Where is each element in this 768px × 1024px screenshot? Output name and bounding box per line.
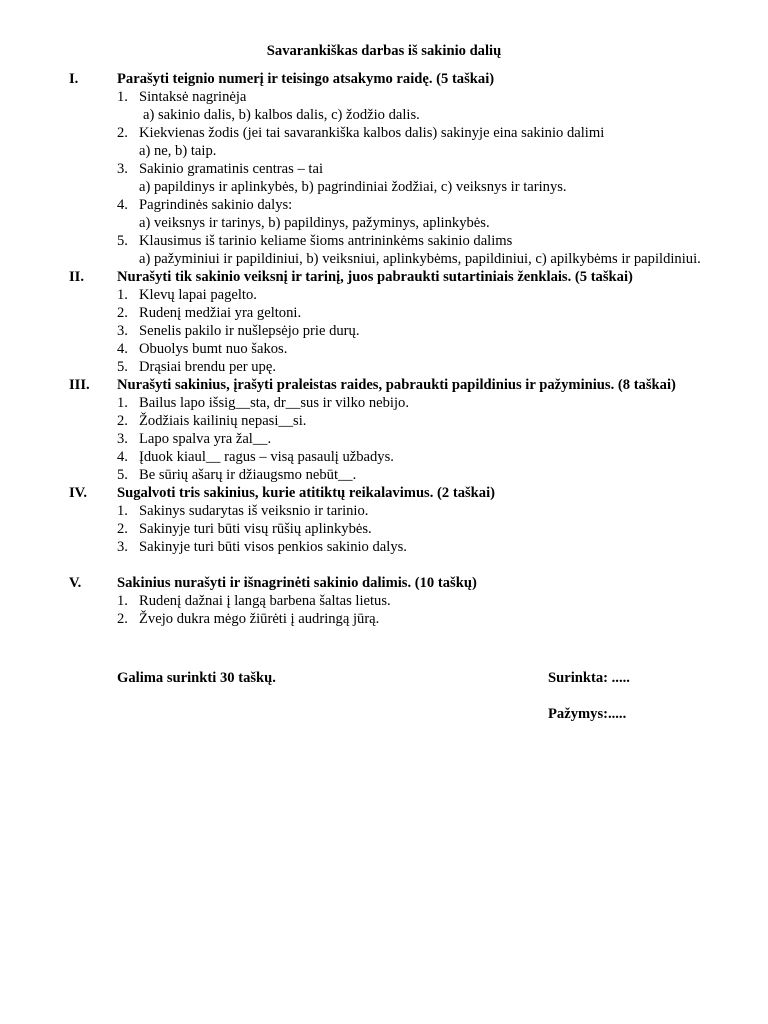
item-text: Klevų lapai pagelto. [139,287,257,303]
item-number: 1. [117,89,128,105]
item-number: 4. [117,449,128,465]
item-text: Be sūrių ašarų ir džiaugsmo nebūt__. [139,467,357,483]
item-number: 2. [117,305,128,321]
item-text: Įduok kiaul__ ragus – visą pasaulį užbadys. [139,449,394,465]
item-number: 5. [117,359,128,375]
item-number: 3. [117,161,128,177]
section-items [117,88,721,268]
document-body [69,70,721,628]
list-item [117,286,721,304]
item-text: Žodžiais kailinių nepasi__si. [139,413,307,429]
item-number: 4. [117,197,128,213]
spacer [69,556,721,574]
item-number: 5. [117,233,128,249]
total-points: Galima surinkti 30 taškų. [117,670,276,686]
list-item [117,610,721,628]
item-question: Pagrindinės sakinio dalys: [139,197,293,213]
list-item [117,88,721,124]
section-heading: Nurašyti sakinius, įrašyti praleistas raides, pabraukti papildinius ir pažyminius. (8 taškai) [117,377,676,393]
item-number: 3. [117,323,128,339]
list-item [117,304,721,322]
item-answer: a) papildinys ir aplinkybės, b) pagrindiniai žodžiai, c) veiksnys ir tarinys. [139,179,567,195]
list-item [117,448,721,466]
section-heading: Sakinius nurašyti ir išnagrinėti sakinio dalimis. (10 taškų) [117,575,477,591]
section-items [117,592,721,628]
list-item [117,322,721,340]
item-number: 4. [117,341,128,357]
section-numeral: I. [69,71,79,87]
section-items [117,502,721,556]
item-text: Senelis pakilo ir nušlepsėjo prie durų. [139,323,360,339]
list-item [117,520,721,538]
document-title: Savarankiškas darbas iš sakinio dalių [266,43,502,59]
item-answer: a) veiksnys ir tarinys, b) papildinys, pažyminys, aplinkybės. [139,215,490,231]
item-number: 5. [117,467,128,483]
section-4 [69,484,721,556]
item-text: Rudenį medžiai yra geltoni. [139,305,302,321]
collected-points: Surinkta: ..... [548,670,630,686]
section-5 [69,574,721,628]
list-item [117,232,721,268]
item-text: Žvejo dukra mėgo žiūrėti į audringą jūrą. [139,611,380,627]
section-3 [69,376,721,484]
section-numeral: V. [69,575,82,591]
item-text: Lapo spalva yra žal__. [139,431,272,447]
item-text: Sakinyje turi būti visų rūšių aplinkybės. [139,521,372,537]
section-numeral: IV. [69,485,87,501]
section-heading: Parašyti teignio numerį ir teisingo atsakymo raidę. (5 taškai) [117,71,495,87]
list-item [117,196,721,232]
item-text: Sakinyje turi būti visos penkios sakinio dalys. [139,539,407,555]
section-items [117,286,721,376]
item-question: Sintaksė nagrinėja [139,89,247,105]
section-2 [69,268,721,376]
item-number: 1. [117,593,128,609]
list-item [117,394,721,412]
section-1 [69,70,721,268]
list-item [117,358,721,376]
item-number: 3. [117,539,128,555]
section-items [117,394,721,484]
list-item [117,124,721,160]
list-item [117,430,721,448]
list-item [117,412,721,430]
section-heading: Sugalvoti tris sakinius, kurie atitiktų reikalavimus. (2 taškai) [117,485,496,501]
list-item [117,592,721,610]
item-question: Klausimus iš tarinio keliame šioms antrininkėms sakinio dalims [139,233,513,249]
section-numeral: II. [69,269,85,285]
item-answer: a) sakinio dalis, b) kalbos dalis, c) žodžio dalis. [143,107,420,123]
item-text: Rudenį dažnai į langą barbena šaltas lietus. [139,593,391,609]
item-text: Bailus lapo išsig__sta, dr__sus ir vilko nebijo. [139,395,409,411]
item-number: 3. [117,431,128,447]
item-number: 2. [117,521,128,537]
list-item [117,538,721,556]
item-answer: a) ne, b) taip. [139,143,217,159]
item-question: Sakinio gramatinis centras – tai [139,161,323,177]
list-item [117,502,721,520]
list-item [117,160,721,196]
item-number: 2. [117,413,128,429]
list-item [117,466,721,484]
item-number: 1. [117,395,128,411]
section-heading: Nurašyti tik sakinio veiksnį ir tarinį, juos pabraukti sutartiniais ženklais. (5 taškai) [117,269,633,285]
list-item [117,340,721,358]
item-answer: a) pažyminiui ir papildiniui, b) veiksniui, aplinkybėms, papildiniui, c) apilkybėms ir papildiniui. [139,251,701,267]
grade-field: Pažymys:..... [548,706,627,722]
item-number: 1. [117,287,128,303]
item-number: 2. [117,125,128,141]
item-number: 2. [117,611,128,627]
section-numeral: III. [69,377,90,393]
item-text: Drąsiai brendu per upę. [139,359,276,375]
item-text: Sakinys sudarytas iš veiksnio ir tarinio. [139,503,369,519]
item-question: Kiekvienas žodis (jei tai savarankiška kalbos dalis) sakinyje eina sakinio dalimi [139,125,605,141]
item-text: Obuolys bumt nuo šakos. [139,341,288,357]
item-number: 1. [117,503,128,519]
